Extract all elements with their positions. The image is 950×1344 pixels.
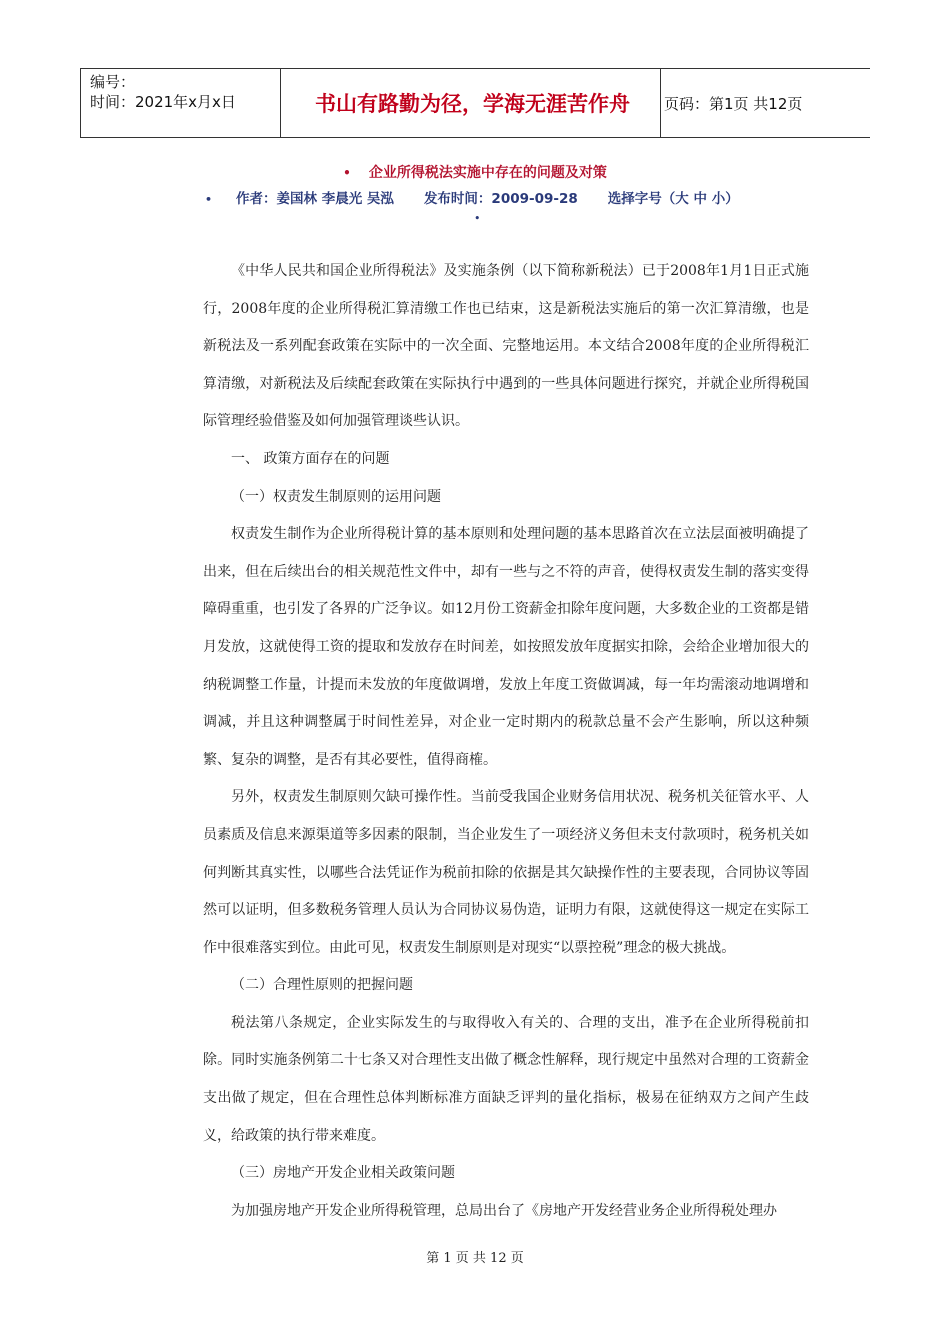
article-meta-row bbox=[205, 187, 805, 207]
paragraph: 另外，权责发生制原则欠缺可操作性。当前受我国企业财务信用状况、税务机关征管水平、人员素质及信息来源渠道等多因素的限制，当企业发生了一项经济义务但未支付款项时，税务机关如何判断其真实性，以哪些合法凭证作为税前扣除的依据是其欠缺操作性的主要表现，合同协议等固然可以证明，但多数税务管理人员认为合同协议易伪造，证明力有限，这就使得这一规定在实际工作中很难落实到位。由此可见，权责发生制原则是对现实“以票控税”理念的极大挑战。 bbox=[203, 789, 809, 956]
header-divider-2 bbox=[660, 69, 661, 137]
page-footer: 第 1 页 共 12 页 bbox=[426, 1251, 524, 1266]
subsection-heading-3: （三）房地产开发企业相关政策问题 bbox=[231, 1165, 455, 1182]
paragraph: 权责发生制作为企业所得税计算的基本原则和处理问题的基本思路首次在立法层面被明确提了出来，但在后续出台的相关规范性文件中，却有一些与之不符的声音，使得权责发生制的落实变得障碍重重，也引发了各界的广泛争议。如12月份工资薪金扣除年度问题，大多数企业的工资都是错月发放，这就使得工资的提取和发放存在时间差，如按照发放年度据实扣除，会给企业增加很大的纳税调整工作量，计提而未发放的年度做调增，发放上年度工资做调减，每一年均需滚动地调增和调减，并且这种调整属于时间性差异，对企业一定时期内的税款总量不会产生影响，所以这种频繁、复杂的调整，是否有其必要性，值得商榷。 bbox=[203, 526, 809, 768]
article-title: 企业所得税法实施中存在的问题及对策 bbox=[368, 165, 607, 181]
header-table bbox=[80, 68, 870, 138]
header-page-info: 页码：第1页 共12页 bbox=[664, 94, 803, 113]
font-size-picker[interactable]: 选择字号（大 中 小） bbox=[607, 191, 739, 207]
document-time-label: 时间：2021年x月x日 bbox=[90, 93, 236, 111]
paragraph: 为加强房地产开发企业所得税管理，总局出台了《房地产开发经营业务企业所得税处理办 bbox=[231, 1202, 777, 1219]
article-title-row bbox=[0, 162, 950, 182]
subsection-heading-2: （二）合理性原则的把握问题 bbox=[231, 977, 413, 994]
header-divider-1 bbox=[280, 69, 281, 137]
empty-list-bullet: • bbox=[474, 212, 481, 225]
article-publish-time: 发布时间：2009-09-28 bbox=[423, 191, 578, 207]
subsection-heading-1: （一）权责发生制原则的运用问题 bbox=[231, 488, 441, 505]
header-info-cell bbox=[90, 72, 280, 112]
paragraph: 税法第八条规定，企业实际发生的与取得收入有关的、合理的支出，准予在企业所得税前扣除。同时实施条例第二十七条又对合理性支出做了概念性解释，现行规定中虽然对合理的工资薪金支出做了规定，但在合理性总体判断标准方面缺乏评判的量化指标，极易在征纳双方之间产生歧义，给政策的执行带来难度。 bbox=[203, 1014, 809, 1144]
header-motto: 书山有路勤为径，学海无涯苦作舟 bbox=[315, 92, 630, 116]
paragraph-intro: 《中华人民共和国企业所得税法》及实施条例（以下简称新税法）已于2008年1月1日正式施行，2008年度的企业所得税汇算清缴工作也已结束，这是新税法实施后的第一次汇算清缴，也是新税法及一系列配套政策在实际中的一次全面、完整地运用。本文结合2008年度的企业所得税汇算清缴，对新税法及后续配套政策在实际执行中遇到的一些具体问题进行探究，并就企业所得税国际管理经验借鉴及如何加强管理谈些认识。 bbox=[203, 263, 809, 430]
document-number-label: 编号： bbox=[90, 73, 136, 91]
section-heading-1: 一、 政策方面存在的问题 bbox=[231, 450, 390, 467]
article-body bbox=[203, 253, 809, 1230]
article-author: 作者：姜国林 李晨光 吴泓 bbox=[236, 191, 394, 207]
header-border-left bbox=[80, 69, 81, 137]
title-bullet: • bbox=[343, 166, 351, 180]
meta-bullet: • bbox=[205, 193, 213, 206]
